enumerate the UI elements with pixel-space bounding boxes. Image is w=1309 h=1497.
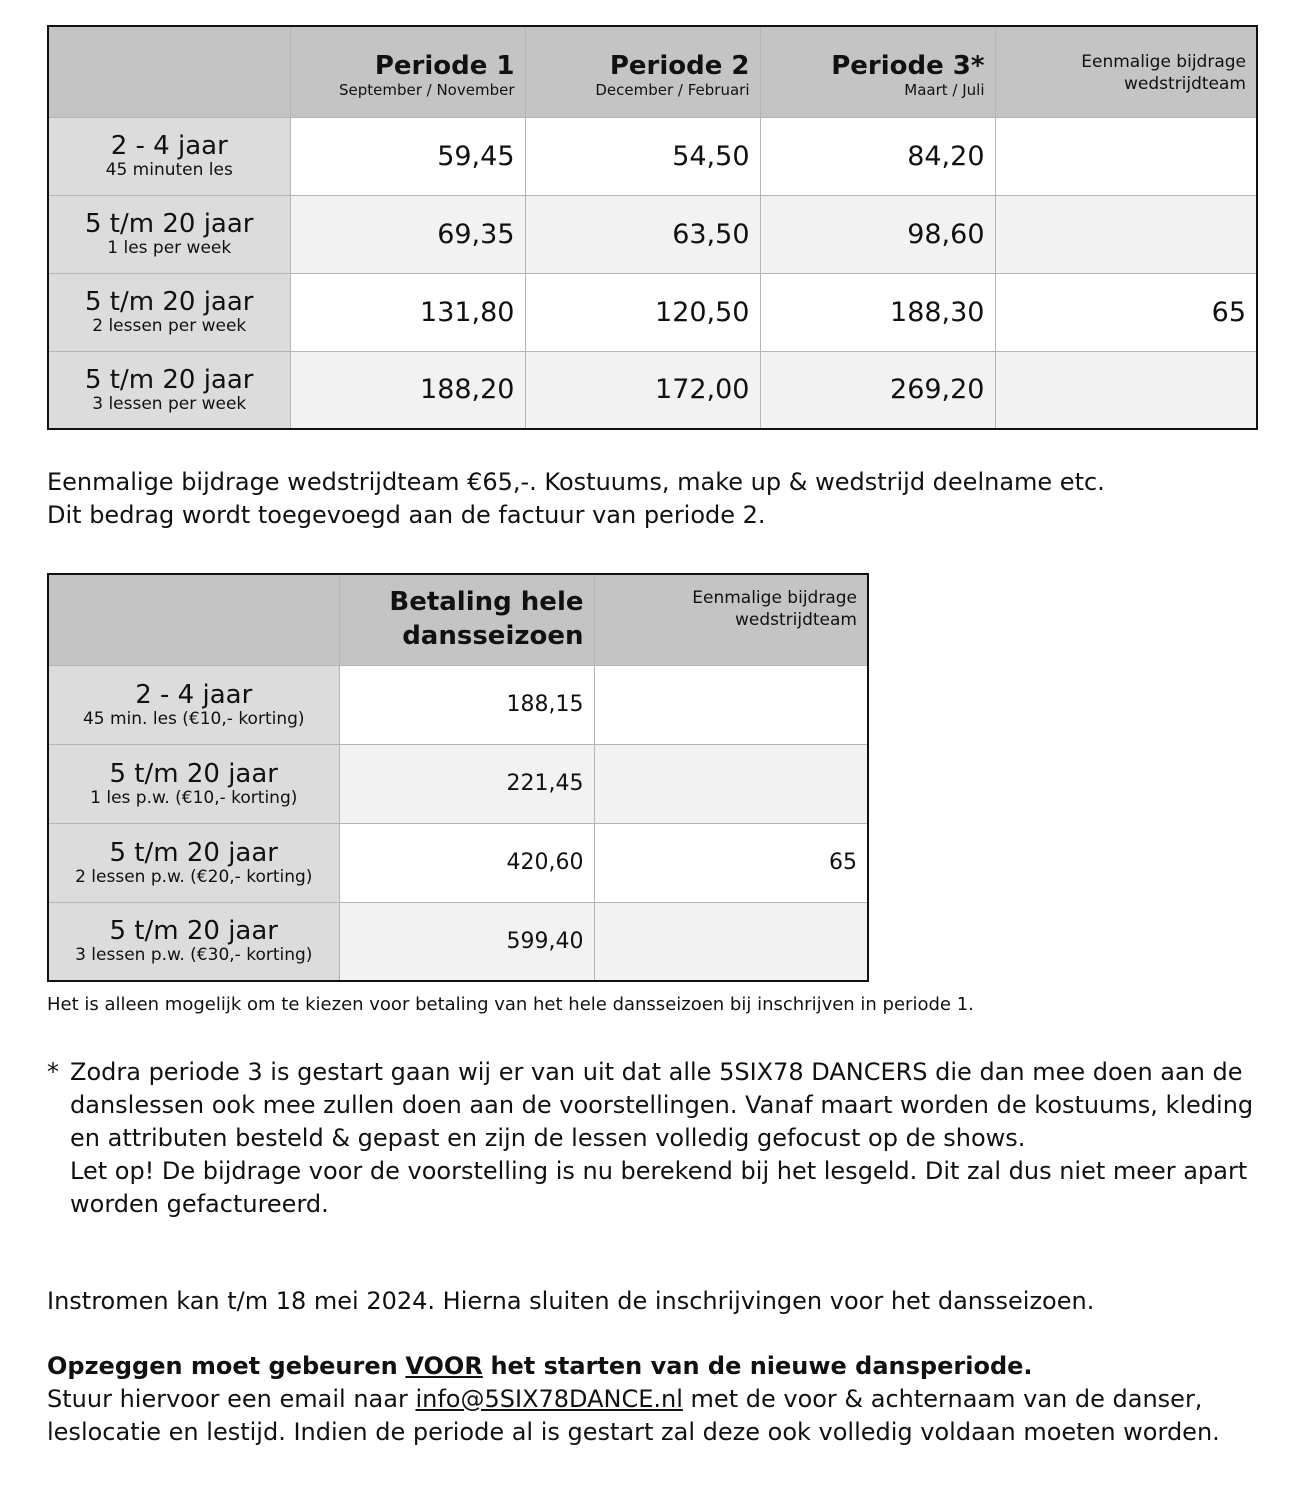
instromen-text: Instromen kan t/m 18 mei 2024. Hierna sluiten de inschrijvingen voor het dansseizoen. [47,1287,1095,1315]
price-cell: 65 [594,823,868,902]
footnote [47,1056,1262,1221]
price-cell: 131,80 [290,273,525,351]
price-cell: 63,50 [525,195,760,273]
table-row [48,351,1257,429]
row-label: 5 t/m 20 jaar 2 lessen per week [48,273,290,351]
price-cell: 65 [995,273,1257,351]
price-cell [995,351,1257,429]
table-row [48,665,868,744]
row-label: 2 - 4 jaar 45 minuten les [48,117,290,195]
footnote-star: * [47,1058,59,1086]
season-price-table [47,573,869,982]
table-header-row [48,26,1257,117]
header-wedstrijdteam: Eenmalige bijdrage wedstrijdteam [995,26,1257,117]
header-empty [48,574,339,665]
header-betaling-seizoen: Betaling hele dansseizoen [339,574,594,665]
header-periode-1: Periode 1 September / November [290,26,525,117]
row-label: 5 t/m 20 jaar 1 les per week [48,195,290,273]
table-row [48,273,1257,351]
opzeggen-block: Opzeggen moet gebeuren VOOR het starten van de nieuwe dansperiode. Stuur hiervoor een email naar info@5SIX78DANCE.nl met de voor & achternaam van de danser, leslocatie en lestijd. Indien de periode al is gestart zal deze ook volledig voldaan moeten worden. [47,1352,1220,1446]
price-cell: 269,20 [760,351,995,429]
price-cell: 172,00 [525,351,760,429]
price-cell: 98,60 [760,195,995,273]
row-label: 5 t/m 20 jaar 2 lessen p.w. (€20,- korting) [48,823,339,902]
email-link[interactable]: info@5SIX78DANCE.nl [415,1385,683,1413]
table-header-row [48,574,868,665]
table-row [48,823,868,902]
period-price-table [47,25,1258,430]
season-payment-note: Het is alleen mogelijk om te kiezen voor betaling van het hele dansseizoen bij inschrijven in periode 1. [47,994,974,1015]
table-row [48,195,1257,273]
price-cell [594,665,868,744]
row-label: 5 t/m 20 jaar 3 lessen per week [48,351,290,429]
price-cell: 188,30 [760,273,995,351]
price-cell [594,902,868,981]
header-periode-2: Periode 2 December / Februari [525,26,760,117]
price-cell: 188,20 [290,351,525,429]
price-cell [594,744,868,823]
header-periode-3: Periode 3* Maart / Juli [760,26,995,117]
header-empty [48,26,290,117]
wedstrijdteam-note: Eenmalige bijdrage wedstrijdteam €65,-. Kostuums, make up & wedstrijd deelname etc. Dit bedrag wordt toegevoegd aan de factuur van periode 2. [47,468,1105,529]
price-cell: 599,40 [339,902,594,981]
price-cell: 69,35 [290,195,525,273]
price-cell [995,195,1257,273]
header-wedstrijdteam: Eenmalige bijdrage wedstrijdteam [594,574,868,665]
price-cell: 188,15 [339,665,594,744]
price-cell [995,117,1257,195]
price-cell: 120,50 [525,273,760,351]
row-label: 5 t/m 20 jaar 3 lessen p.w. (€30,- korting) [48,902,339,981]
table-row [48,117,1257,195]
table-row [48,744,868,823]
price-cell: 54,50 [525,117,760,195]
row-label: 2 - 4 jaar 45 min. les (€10,- korting) [48,665,339,744]
table-row [48,902,868,981]
price-cell: 221,45 [339,744,594,823]
row-label: 5 t/m 20 jaar 1 les p.w. (€10,- korting) [48,744,339,823]
footnote-text: Zodra periode 3 is gestart gaan wij er van uit dat alle 5SIX78 DANCERS die dan mee doen aan de danslessen ook mee zullen doen aan de voorstellingen. Vanaf maart worden de kostuums, kleding en attributen besteld & gepast en zijn de lessen volledig gefocust op de shows. Let op! De bijdrage voor de voorstelling is nu berekend bij het lesgeld. Dit zal dus niet meer apart worden gefactureerd. [70,1058,1254,1218]
price-cell: 84,20 [760,117,995,195]
price-cell: 59,45 [290,117,525,195]
price-cell: 420,60 [339,823,594,902]
